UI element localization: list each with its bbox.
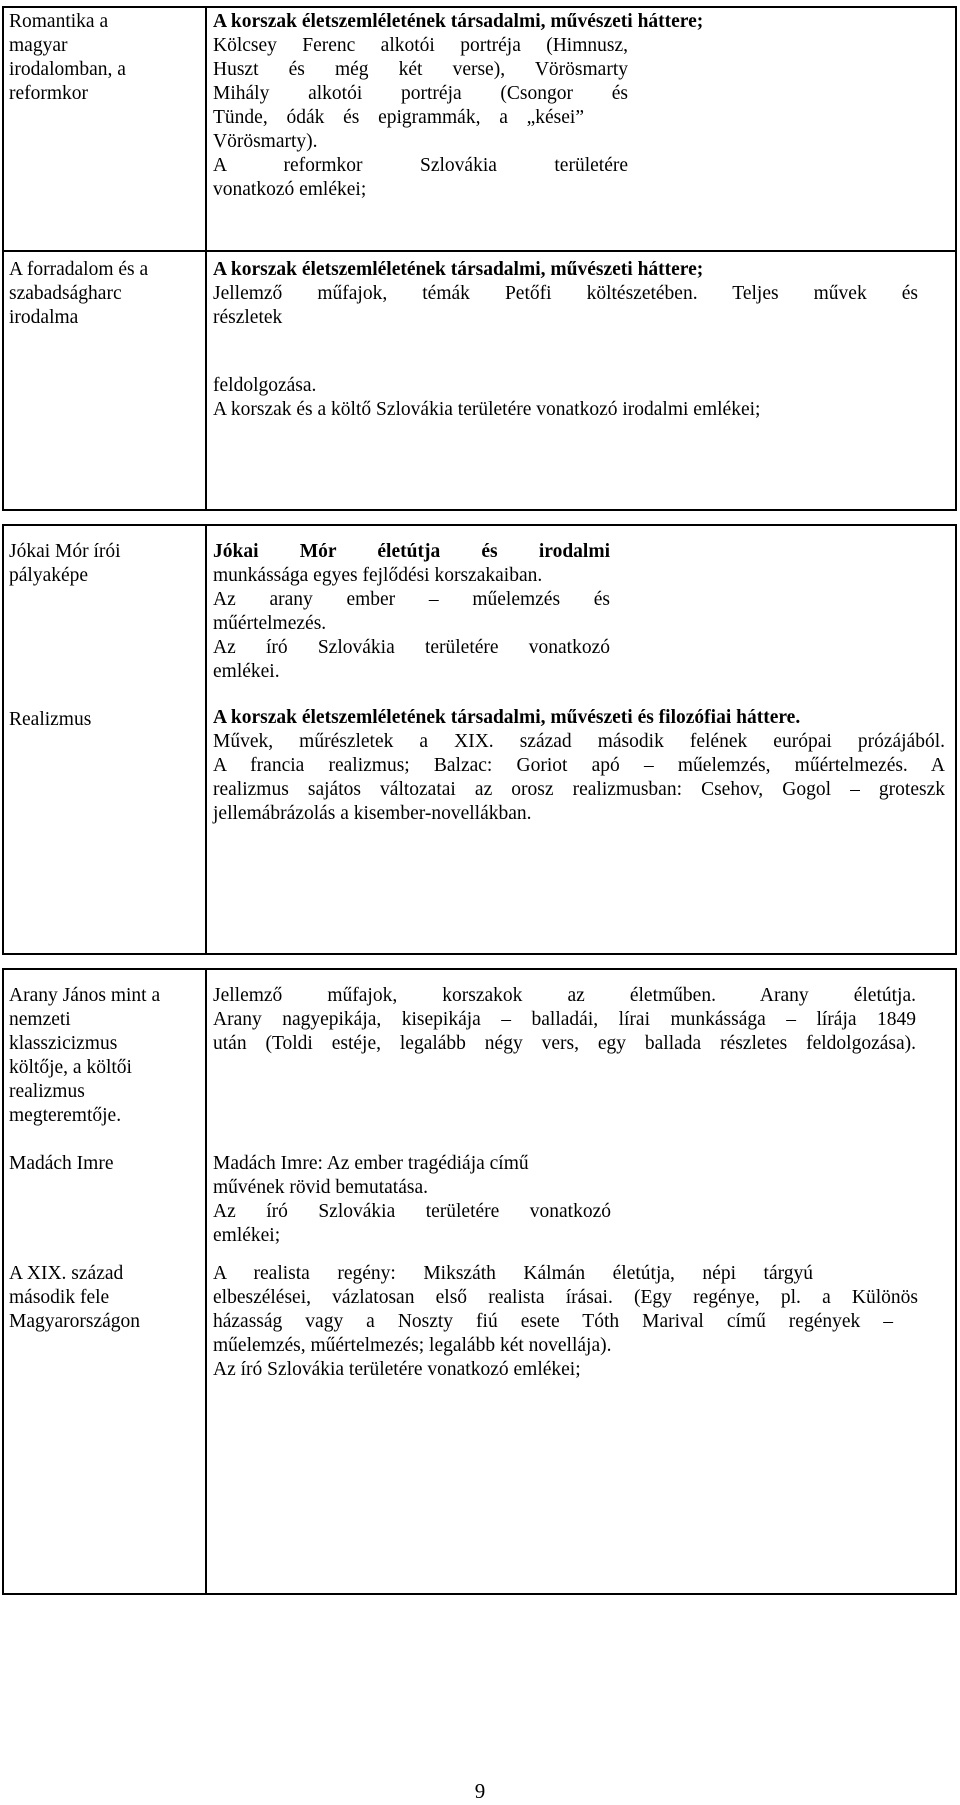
row-label-line: irodalma (9, 307, 79, 328)
row-content-line: Az arany ember – műelemzés és (213, 589, 610, 610)
table1-border-right (955, 6, 957, 511)
row-content-line: Mihály alkotói portréja (Csongor és (213, 83, 628, 104)
table1-border-mid (205, 6, 207, 511)
row-content-line: Művek, műrészletek a XIX. század második felének európai prózájából. (213, 731, 945, 752)
row-label-line: pályaképe (9, 565, 89, 586)
table3-border-mid (205, 968, 207, 1595)
row-label-line: második fele (9, 1287, 110, 1308)
row-label-line: A XIX. század (9, 1263, 124, 1284)
row-content-line: művének rövid bemutatása. (213, 1177, 428, 1198)
row-label-line: magyar (9, 35, 68, 56)
row-content-line: Az író Szlovákia területére vonatkozó (213, 1201, 611, 1222)
row-label-line: szabadságharc (9, 283, 122, 304)
row-label-line: realizmus (9, 1081, 85, 1102)
row-label-line: költője, a költői (9, 1057, 132, 1078)
row-label-line: klasszicizmus (9, 1033, 118, 1054)
row-content-line: feldolgozása. (213, 375, 317, 396)
row-heading: A korszak életszemléletének társadalmi, művészeti háttere; (213, 259, 704, 280)
row-content-line: emlékei. (213, 661, 280, 682)
row-content-line: házasság vagy a Noszty fiú esete Tóth Marival című regények – (213, 1311, 893, 1332)
row-label-line: megteremtője. (9, 1105, 122, 1126)
row-content-line: munkássága egyes fejlődési korszakaiban. (213, 565, 543, 586)
row-label-line: A forradalom és a (9, 259, 149, 280)
row-label-line: Madách Imre (9, 1153, 114, 1174)
row-label-line: irodalomban, a (9, 59, 126, 80)
table2-border-right (955, 524, 957, 955)
table1-border-left (2, 6, 4, 511)
row-content-line: elbeszélései, vázlatosan első realista írásai. (Egy regénye, pl. a Különös (213, 1287, 918, 1308)
table1-row-divider (2, 250, 957, 252)
row-content-line: Jellemző műfajok, korszakok az életműben. Arany életútja. (213, 985, 916, 1006)
row-heading: A korszak életszemléletének társadalmi, művészeti és filozófiai háttere. (213, 707, 801, 728)
table2-border-mid (205, 524, 207, 955)
table3-border-bottom (2, 1593, 957, 1595)
row-label-line: Jókai Mór írói (9, 541, 121, 562)
row-content-line: realizmus sajátos változatai az orosz realizmusban: Csehov, Gogol – groteszk (213, 779, 945, 800)
table3-border-left (2, 968, 4, 1595)
table2-border-top (2, 524, 957, 526)
page-number: 9 (474, 1779, 486, 1803)
row-label-line: Arany János mint a (9, 985, 161, 1006)
row-content-line: Tünde, ódák és epigrammák, a „kései” (213, 107, 584, 128)
table3-border-top (2, 968, 957, 970)
row-content-line: vonatkozó emlékei; (213, 179, 367, 200)
row-content-line: Jellemző műfajok, témák Petőfi költészetében. Teljes művek és (213, 283, 918, 304)
table1-border-top (2, 6, 957, 8)
row-label-line: nemzeti (9, 1009, 71, 1030)
table2-border-bottom (2, 953, 957, 955)
row-label-line: reformkor (9, 83, 89, 104)
row-content-line: Vörösmarty). (213, 131, 318, 152)
row-content-line: A francia realizmus; Balzac: Goriot apó – műelemzés, műértelmezés. A (213, 755, 945, 776)
row-content-line: Arany nagyepikája, kisepikája – balladái, lírai munkássága – lírája 1849 (213, 1009, 916, 1030)
row-content-line: emlékei; (213, 1225, 281, 1246)
row-content-line: Az író Szlovákia területére vonatkozó (213, 637, 610, 658)
row-content-line: után (Toldi estéje, legalább négy vers, egy ballada részletes feldolgozása). (213, 1033, 916, 1054)
table3-border-right (955, 968, 957, 1595)
row-content-line: Kölcsey Ferenc alkotói portréja (Himnusz, (213, 35, 628, 56)
row-heading: Jókai Mór életútja és irodalmi (213, 541, 610, 562)
row-content-line: műelemzés, műértelmezés; legalább két novellája). (213, 1335, 612, 1356)
row-content-line: Huszt és még két verse), Vörösmarty (213, 59, 628, 80)
table1-border-bottom (2, 509, 957, 511)
row-content-line: Az író Szlovákia területére vonatkozó emlékei; (213, 1359, 581, 1380)
row-content-line: jellemábrázolás a kisember-novellákban. (213, 803, 532, 824)
row-content-line: műértelmezés. (213, 613, 327, 634)
row-content-line: A korszak és a költő Szlovákia területére vonatkozó irodalmi emlékei; (213, 399, 761, 420)
row-heading: A korszak életszemléletének társadalmi, művészeti háttere; (213, 11, 704, 32)
row-content-line: A reformkor Szlovákia területére (213, 155, 628, 176)
row-content-line: Madách Imre: Az ember tragédiája című (213, 1153, 529, 1174)
table2-border-left (2, 524, 4, 955)
row-label-line: Realizmus (9, 709, 92, 730)
row-content-line: részletek (213, 307, 283, 328)
row-content-line: A realista regény: Mikszáth Kálmán életútja, népi tárgyú (213, 1263, 813, 1284)
row-label-line: Magyarországon (9, 1311, 141, 1332)
row-label-line: Romantika a (9, 11, 109, 32)
